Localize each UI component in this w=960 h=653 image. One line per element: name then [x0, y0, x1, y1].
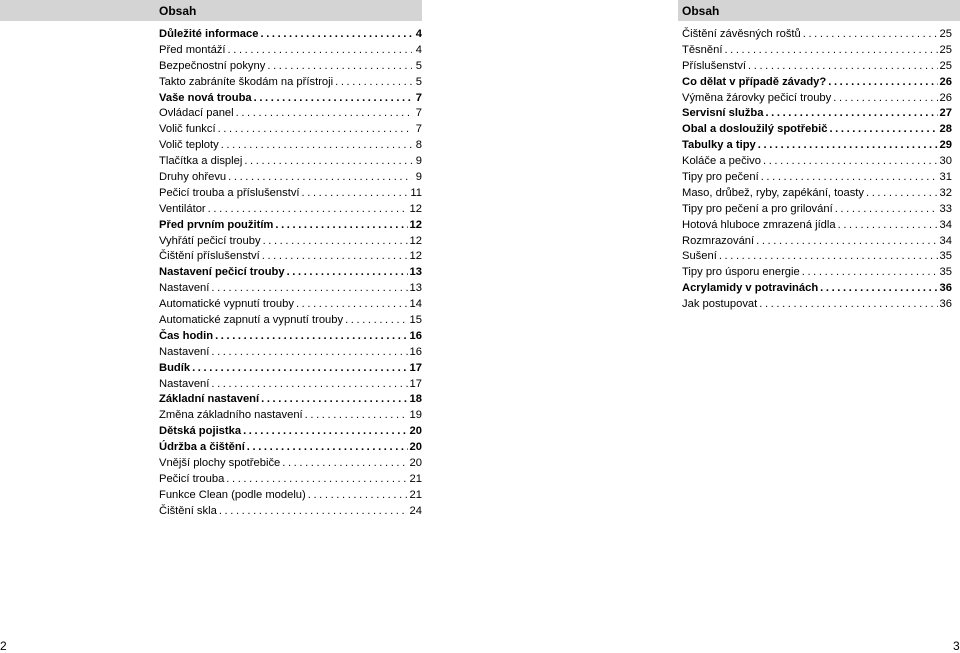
toc-entry[interactable]	[682, 202, 952, 218]
toc-entry-title: Výměna žárovky pečicí trouby	[682, 91, 832, 104]
toc-dot-leader	[758, 138, 938, 154]
toc-dot-leader	[192, 361, 407, 377]
toc-entry-title: Volič funkcí	[159, 123, 216, 136]
toc-dot-leader	[221, 138, 412, 154]
toc-entry[interactable]	[682, 75, 952, 91]
toc-entry-title: Před montáží	[159, 43, 226, 56]
toc-entry[interactable]	[682, 186, 952, 202]
toc-entry-page: 36	[939, 282, 952, 295]
toc-entry[interactable]	[159, 249, 422, 265]
toc-entry-title: Vaše nová trouba	[159, 91, 252, 104]
toc-dot-leader	[260, 27, 412, 43]
toc-entry-title: Důležité informace	[159, 28, 259, 40]
toc-dot-leader	[254, 91, 412, 107]
toc-dot-leader	[829, 122, 937, 138]
toc-entry-page: 4	[415, 43, 422, 56]
toc-dot-leader	[759, 297, 937, 313]
toc-entry-title: Tipy pro pečení a pro grilování	[682, 202, 833, 215]
toc-entry-page: 18	[409, 393, 422, 406]
toc-entry-page: 12	[409, 218, 422, 231]
toc-entry-title: Pečicí trouba a příslušenství	[159, 186, 300, 199]
toc-entry-title: Dětská pojistka	[159, 425, 242, 438]
toc-entry[interactable]	[159, 27, 422, 43]
toc-entry-page: 7	[415, 123, 422, 136]
left-page-number: 2	[0, 639, 7, 653]
toc-entry-title: Ventilátor	[159, 202, 206, 215]
toc-dot-leader	[820, 281, 937, 297]
toc-entry[interactable]	[159, 281, 422, 297]
toc-entry[interactable]	[682, 218, 952, 234]
toc-entry-page: 8	[415, 139, 422, 152]
toc-entry-page: 5	[415, 75, 422, 88]
toc-entry[interactable]	[159, 361, 422, 377]
toc-entry-title: Vyhřátí pečicí trouby	[159, 234, 261, 247]
toc-entry-title: Servisní služba	[682, 107, 764, 120]
toc-entry-page: 35	[939, 250, 952, 263]
toc-dot-leader	[305, 408, 408, 424]
toc-entry[interactable]	[159, 234, 422, 250]
toc-entry-title: Koláče a pečivo	[682, 155, 761, 168]
toc-dot-leader	[226, 472, 407, 488]
toc-entry-page: 12	[409, 250, 422, 263]
toc-dot-leader	[261, 392, 407, 408]
toc-dot-leader	[215, 329, 407, 345]
toc-dot-leader	[833, 91, 937, 107]
toc-dot-leader	[244, 154, 412, 170]
toc-dot-leader	[247, 440, 408, 456]
toc-entry[interactable]	[159, 440, 422, 456]
toc-entry-title: Volič teploty	[159, 139, 219, 152]
toc-entry[interactable]	[159, 186, 422, 202]
toc-entry-title: Bezpečnostní pokyny	[159, 59, 266, 72]
toc-dot-leader	[267, 59, 412, 75]
toc-dot-leader	[228, 43, 412, 59]
toc-entry[interactable]	[159, 265, 422, 281]
toc-entry[interactable]	[682, 59, 952, 75]
toc-entry-title: Nastavení	[159, 345, 210, 358]
toc-entry-page: 21	[409, 472, 422, 485]
toc-entry-title: Obal a dosloužilý spotřebič	[682, 123, 828, 136]
toc-entry-title: Nastavení	[159, 282, 210, 295]
toc-entry-page: 26	[939, 75, 952, 88]
toc-entry-page: 29	[939, 139, 952, 152]
toc-dot-leader	[211, 281, 407, 297]
toc-entry-page: 27	[939, 107, 952, 120]
toc-entry-page: 7	[415, 91, 422, 104]
left-toc-list	[159, 27, 422, 520]
toc-entry[interactable]	[159, 504, 422, 520]
toc-dot-leader	[835, 202, 938, 218]
toc-dot-leader	[838, 218, 938, 234]
toc-entry-title: Tipy pro pečení	[682, 171, 759, 184]
toc-entry-page: 17	[409, 377, 422, 390]
toc-entry[interactable]	[159, 59, 422, 75]
toc-entry[interactable]	[159, 218, 422, 234]
toc-dot-leader	[282, 456, 407, 472]
toc-entry[interactable]	[682, 170, 952, 186]
toc-entry[interactable]	[682, 122, 952, 138]
toc-entry-title: Rozmrazování	[682, 234, 755, 247]
toc-entry[interactable]	[682, 27, 952, 43]
right-toc-list	[682, 27, 952, 313]
toc-entry[interactable]	[159, 377, 422, 393]
toc-entry-page: 21	[409, 488, 422, 501]
toc-entry-page: 9	[415, 155, 422, 168]
toc-dot-leader	[345, 313, 407, 329]
toc-entry-page: 25	[939, 28, 952, 40]
toc-dot-leader	[765, 106, 937, 122]
toc-dot-leader	[211, 377, 407, 393]
toc-entry[interactable]	[159, 456, 422, 472]
toc-entry-page: 20	[409, 425, 422, 438]
toc-dot-leader	[761, 170, 938, 186]
toc-entry-page: 26	[939, 91, 952, 104]
toc-entry[interactable]	[682, 154, 952, 170]
toc-entry[interactable]	[682, 281, 952, 297]
toc-entry-page: 16	[409, 345, 422, 358]
toc-entry-page: 16	[409, 329, 422, 342]
toc-dot-leader	[262, 249, 408, 265]
toc-dot-leader	[243, 424, 407, 440]
toc-dot-leader	[803, 27, 938, 43]
toc-entry-title: Čištění příslušenství	[159, 250, 260, 263]
toc-entry-page: 17	[409, 361, 422, 374]
toc-dot-leader	[802, 265, 938, 281]
toc-entry-title: Co dělat v případě závady?	[682, 75, 827, 88]
toc-entry-page: 15	[409, 314, 422, 327]
toc-entry-page: 19	[409, 409, 422, 422]
toc-entry-title: Automatické zapnutí a vypnutí trouby	[159, 314, 344, 327]
toc-entry-page: 36	[939, 298, 952, 311]
toc-entry-title: Před prvním použitím	[159, 218, 274, 231]
toc-dot-leader	[236, 106, 412, 122]
toc-entry-page: 34	[939, 234, 952, 247]
toc-entry-title: Budík	[159, 361, 191, 374]
toc-dot-leader	[218, 122, 412, 138]
toc-entry-title: Pečicí trouba	[159, 472, 225, 485]
toc-dot-leader	[208, 202, 408, 218]
toc-dot-leader	[219, 504, 408, 520]
toc-entry-title: Ovládací panel	[159, 107, 234, 120]
toc-dot-leader	[763, 154, 938, 170]
toc-dot-leader	[724, 43, 937, 59]
toc-entry-page: 7	[415, 107, 422, 120]
toc-dot-leader	[828, 75, 937, 91]
toc-entry-page: 25	[939, 43, 952, 56]
toc-entry-page: 28	[939, 123, 952, 136]
toc-entry-title: Nastavení	[159, 377, 210, 390]
toc-entry[interactable]	[159, 488, 422, 504]
toc-entry[interactable]	[159, 106, 422, 122]
toc-dot-leader	[211, 345, 407, 361]
toc-entry-page: 13	[409, 266, 422, 279]
toc-entry-title: Čas hodin	[159, 329, 214, 342]
toc-entry[interactable]	[159, 75, 422, 91]
toc-entry-page: 31	[939, 171, 952, 184]
toc-dot-leader	[866, 186, 938, 202]
toc-entry[interactable]	[159, 297, 422, 313]
toc-entry[interactable]	[682, 265, 952, 281]
toc-dot-leader	[263, 234, 408, 250]
toc-entry-page: 25	[939, 59, 952, 72]
toc-entry[interactable]	[159, 202, 422, 218]
toc-dot-leader	[302, 186, 409, 202]
toc-entry-title: Čištění závěsných roštů	[682, 28, 801, 40]
toc-entry-title: Sušení	[682, 250, 717, 263]
toc-entry-title: Změna základního nastavení	[159, 409, 303, 422]
toc-entry-title: Těsnění	[682, 43, 723, 56]
left-page	[159, 0, 422, 520]
toc-entry-title: Čištění skla	[159, 504, 217, 517]
toc-dot-leader	[296, 297, 408, 313]
toc-entry-title: Takto zabráníte škodám na přístroji	[159, 75, 334, 88]
toc-entry-title: Druhy ohřevu	[159, 171, 227, 184]
toc-entry-page: 5	[415, 59, 422, 72]
toc-entry-page: 11	[410, 186, 422, 199]
toc-entry-page: 35	[939, 266, 952, 279]
toc-entry[interactable]	[682, 297, 952, 313]
toc-entry-page: 12	[409, 202, 422, 215]
toc-entry[interactable]	[159, 138, 422, 154]
right-page-number: 3	[953, 639, 960, 653]
toc-entry[interactable]	[682, 106, 952, 122]
toc-entry[interactable]	[159, 408, 422, 424]
toc-dot-leader	[308, 488, 408, 504]
toc-entry[interactable]	[159, 154, 422, 170]
toc-entry[interactable]	[682, 43, 952, 59]
toc-entry[interactable]	[682, 91, 952, 107]
right-page	[682, 0, 952, 313]
toc-entry[interactable]	[682, 249, 952, 265]
toc-entry-title: Maso, drůbež, ryby, zapékání, toasty	[682, 186, 864, 199]
right-header: Obsah	[678, 0, 960, 21]
toc-dot-leader	[719, 249, 938, 265]
toc-entry-title: Tipy pro úsporu energie	[682, 266, 800, 279]
toc-entry-title: Tlačítka a displej	[159, 155, 243, 168]
toc-entry-page: 32	[939, 186, 952, 199]
toc-entry-page: 20	[409, 441, 422, 454]
toc-entry-title: Funkce Clean (podle modelu)	[159, 488, 306, 501]
toc-entry-page: 24	[409, 504, 422, 517]
toc-entry[interactable]	[159, 392, 422, 408]
toc-entry-page: 13	[409, 282, 422, 295]
toc-entry-page: 14	[409, 298, 422, 311]
toc-entry-title: Vnější plochy spotřebiče	[159, 457, 281, 470]
toc-entry-page: 34	[939, 218, 952, 231]
toc-entry[interactable]	[682, 138, 952, 154]
toc-entry-title: Nastavení pečicí trouby	[159, 266, 285, 279]
toc-dot-leader	[228, 170, 412, 186]
toc-entry-page: 33	[939, 202, 952, 215]
toc-entry-title: Hotová hluboce zmrazená jídla	[682, 218, 836, 231]
toc-entry-page: 20	[409, 457, 422, 470]
toc-entry-title: Příslušenství	[682, 59, 747, 72]
toc-entry-page: 12	[409, 234, 422, 247]
left-header: Obsah	[0, 0, 422, 21]
toc-entry[interactable]	[159, 43, 422, 59]
toc-entry-title: Automatické vypnutí trouby	[159, 298, 294, 311]
toc-dot-leader	[335, 75, 412, 91]
toc-dot-leader	[287, 265, 408, 281]
toc-entry[interactable]	[159, 424, 422, 440]
toc-entry[interactable]	[159, 91, 422, 107]
toc-entry-title: Jak postupovat	[682, 298, 758, 311]
toc-entry[interactable]	[682, 234, 952, 250]
toc-entry[interactable]	[159, 329, 422, 345]
toc-dot-leader	[756, 234, 937, 250]
toc-entry-title: Tabulky a tipy	[682, 139, 756, 152]
toc-entry-title: Acrylamidy v potravinách	[682, 282, 819, 295]
toc-entry-title: Základní nastavení	[159, 393, 260, 406]
toc-entry-page: 4	[415, 28, 422, 40]
toc-dot-leader	[275, 218, 407, 234]
toc-entry[interactable]	[159, 122, 422, 138]
toc-entry[interactable]	[159, 170, 422, 186]
toc-entry[interactable]	[159, 313, 422, 329]
toc-entry[interactable]	[159, 345, 422, 361]
toc-entry[interactable]	[159, 472, 422, 488]
toc-dot-leader	[748, 59, 938, 75]
toc-entry-page: 30	[939, 155, 952, 168]
toc-entry-title: Údržba a čištění	[159, 441, 245, 454]
toc-entry-page: 9	[415, 171, 422, 184]
